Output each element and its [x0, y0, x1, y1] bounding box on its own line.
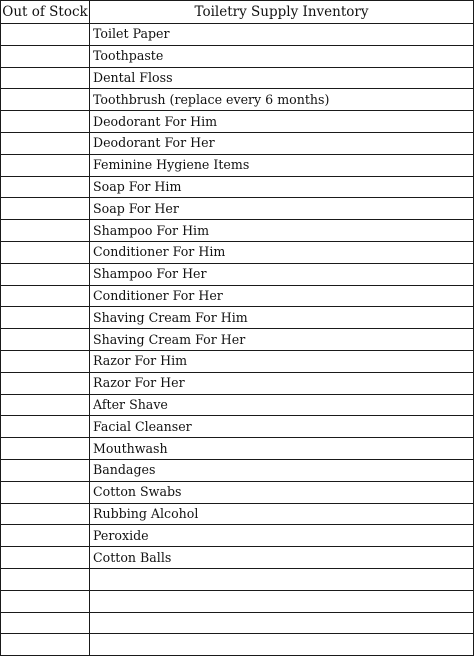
- item-label: Feminine Hygiene Items: [90, 154, 474, 176]
- out-of-stock-cell[interactable]: [1, 285, 90, 307]
- table-row: [1, 67, 474, 89]
- inventory-header: Toiletry Supply Inventory: [90, 1, 474, 24]
- item-label: Rubbing Alcohol: [90, 503, 474, 525]
- table-row: [1, 111, 474, 133]
- out-of-stock-cell[interactable]: [1, 176, 90, 198]
- item-label: Mouthwash: [90, 438, 474, 460]
- table-row: [1, 590, 474, 612]
- table-row: [1, 459, 474, 481]
- out-of-stock-cell[interactable]: [1, 438, 90, 460]
- item-label: [90, 568, 474, 590]
- table-row: [1, 503, 474, 525]
- item-label: [90, 590, 474, 612]
- table-row: [1, 481, 474, 503]
- table-row: [1, 634, 474, 656]
- out-of-stock-cell[interactable]: [1, 329, 90, 351]
- inventory-rows: [1, 24, 474, 656]
- out-of-stock-cell[interactable]: [1, 590, 90, 612]
- table-row: [1, 176, 474, 198]
- table-row: [1, 438, 474, 460]
- item-label: After Shave: [90, 394, 474, 416]
- out-of-stock-cell[interactable]: [1, 372, 90, 394]
- table-row: [1, 568, 474, 590]
- item-label: Toothpaste: [90, 45, 474, 67]
- table-row: [1, 329, 474, 351]
- item-label: Shaving Cream For Her: [90, 329, 474, 351]
- item-label: Shaving Cream For Him: [90, 307, 474, 329]
- out-of-stock-cell[interactable]: [1, 67, 90, 89]
- item-label: Shampoo For Him: [90, 220, 474, 242]
- item-label: Dental Floss: [90, 67, 474, 89]
- item-label: Conditioner For Her: [90, 285, 474, 307]
- out-of-stock-header: Out of Stock: [1, 1, 90, 24]
- item-label: Shampoo For Her: [90, 263, 474, 285]
- item-label: Deodorant For Her: [90, 132, 474, 154]
- out-of-stock-cell[interactable]: [1, 459, 90, 481]
- table-row: [1, 525, 474, 547]
- table-row: [1, 612, 474, 634]
- header-row: [1, 1, 474, 24]
- item-label: Peroxide: [90, 525, 474, 547]
- item-label: Toothbrush (replace every 6 months): [90, 89, 474, 111]
- out-of-stock-cell[interactable]: [1, 416, 90, 438]
- table-row: [1, 285, 474, 307]
- out-of-stock-cell[interactable]: [1, 568, 90, 590]
- item-label: Facial Cleanser: [90, 416, 474, 438]
- item-label: Razor For Him: [90, 350, 474, 372]
- item-label: [90, 612, 474, 634]
- out-of-stock-cell[interactable]: [1, 612, 90, 634]
- out-of-stock-cell[interactable]: [1, 111, 90, 133]
- out-of-stock-cell[interactable]: [1, 525, 90, 547]
- out-of-stock-cell[interactable]: [1, 45, 90, 67]
- out-of-stock-cell[interactable]: [1, 350, 90, 372]
- item-label: Toilet Paper: [90, 24, 474, 46]
- item-label: Soap For Him: [90, 176, 474, 198]
- out-of-stock-cell[interactable]: [1, 198, 90, 220]
- out-of-stock-cell[interactable]: [1, 89, 90, 111]
- table-row: [1, 372, 474, 394]
- item-label: Conditioner For Him: [90, 241, 474, 263]
- table-row: [1, 132, 474, 154]
- out-of-stock-cell[interactable]: [1, 220, 90, 242]
- item-label: Cotton Swabs: [90, 481, 474, 503]
- out-of-stock-cell[interactable]: [1, 547, 90, 569]
- table-row: [1, 45, 474, 67]
- table-row: [1, 350, 474, 372]
- table-row: [1, 547, 474, 569]
- out-of-stock-cell[interactable]: [1, 503, 90, 525]
- out-of-stock-cell[interactable]: [1, 24, 90, 46]
- out-of-stock-cell[interactable]: [1, 394, 90, 416]
- table-row: [1, 416, 474, 438]
- item-label: Soap For Her: [90, 198, 474, 220]
- table-row: [1, 198, 474, 220]
- table-row: [1, 263, 474, 285]
- out-of-stock-cell[interactable]: [1, 241, 90, 263]
- item-label: Cotton Balls: [90, 547, 474, 569]
- table-row: [1, 394, 474, 416]
- out-of-stock-cell[interactable]: [1, 132, 90, 154]
- table-row: [1, 307, 474, 329]
- table-row: [1, 154, 474, 176]
- item-label: [90, 634, 474, 656]
- out-of-stock-cell[interactable]: [1, 154, 90, 176]
- item-label: Razor For Her: [90, 372, 474, 394]
- table-row: [1, 89, 474, 111]
- out-of-stock-cell[interactable]: [1, 481, 90, 503]
- out-of-stock-cell[interactable]: [1, 307, 90, 329]
- table-row: [1, 241, 474, 263]
- item-label: Deodorant For Him: [90, 111, 474, 133]
- table-row: [1, 24, 474, 46]
- out-of-stock-cell[interactable]: [1, 634, 90, 656]
- item-label: Bandages: [90, 459, 474, 481]
- out-of-stock-cell[interactable]: [1, 263, 90, 285]
- table-row: [1, 220, 474, 242]
